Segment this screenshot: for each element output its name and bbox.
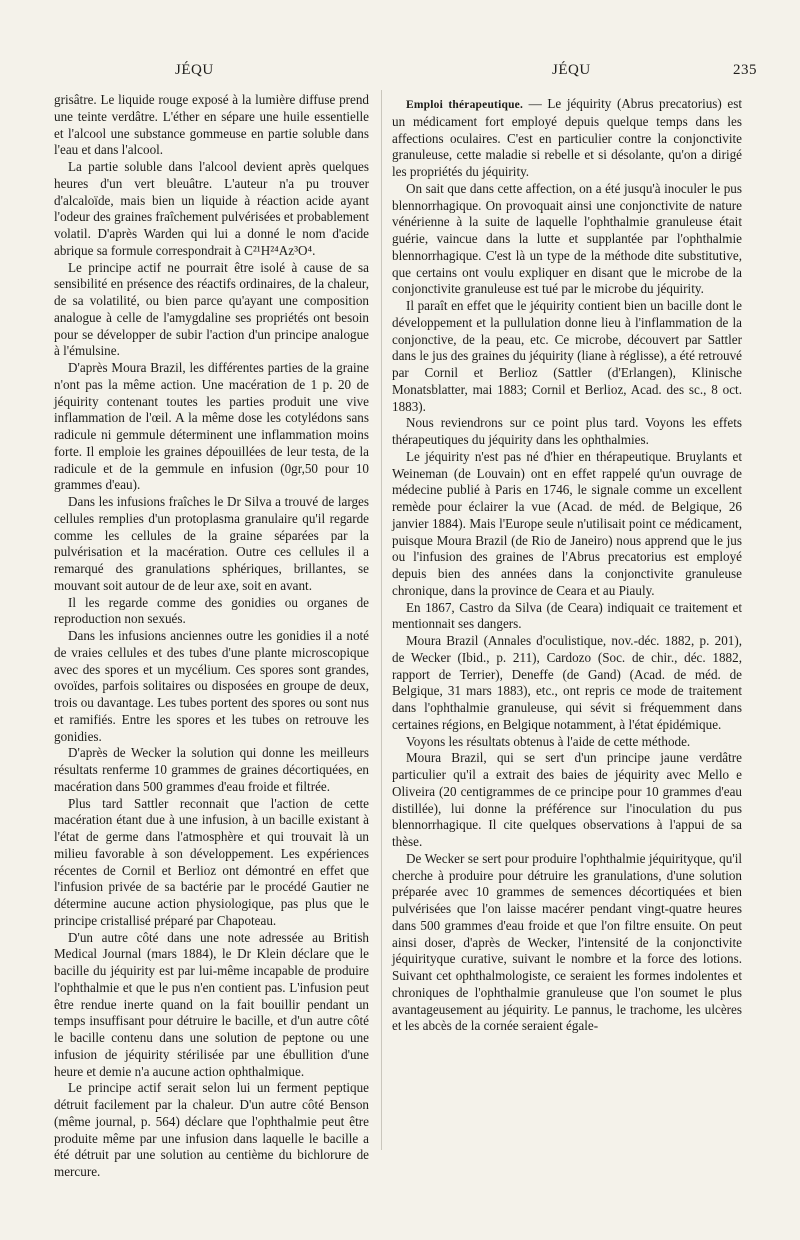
section-lead-paragraph bbox=[392, 96, 742, 181]
paragraph: On sait que dans cette affection, on a été jusqu'à inoculer le pus blennorrhagique. On provoquait ainsi une conjonctivite de nature vénérienne à la suite de laquelle l'ophthalmie granuleuse était guérie, vaincue dans la lutte et supplantée par l'ophthalmie blennorrhagique. C'est là un type de la méthode dite substitutive, que certains ont voulu expliquer en disant que le microbe de la conjonctivite granuleuse est tué par le microbe du jéquirity. bbox=[392, 180, 742, 297]
left-column bbox=[54, 92, 369, 1181]
paragraph: Le jéquirity n'est pas né d'hier en thérapeutique. Bruylants et Weineman (de Louvain) ont en effet rappelé qu'un ouvrage de médecine publié à Paris en 1746, le signale comme un excellent remède pour éclairer la vue (Acad. de méd. de Belgique, 26 janvier 1884). Mais l'Europe seule n'utilisait point ce médicament, puisque Moura Brazil (de Rio de Janeiro) nous apprend que le jus ou l'infusion des graines de l'Abrus precatorius est employé depuis bien des années dans la conjonctivite granuleuse chronique, dans la province de Ceara et au Piauly. bbox=[392, 448, 742, 598]
paragraph: Moura Brazil, qui se sert d'un principe jaune verdâtre particulier qu'il a extrait des baies de jéquirity avec Mello e Oliveira (20 centigrammes de ce principe pour 10 grammes d'eau distillée), lui donne la préférence sur l'inoculation du pus blennorrhagique. Il cite quelques observations à l'appui de sa thèse. bbox=[392, 750, 742, 849]
paragraph: En 1867, Castro da Silva (de Ceara) indiquait ce traitement et mentionnait ses dangers. bbox=[392, 599, 742, 632]
paragraph: Voyons les résultats obtenus à l'aide de cette méthode. bbox=[406, 733, 691, 749]
section-lead-text: — Le jéquirity (Abrus precatorius) est un médicament fort employé depuis quelque temps dans les affections oculaires. C'est en particulier contre la conjonctivite granuleuse, cette maladie si rebelle et si désolante, qu'on a dirigé les propriétés du jéquirity. bbox=[392, 96, 742, 179]
running-head-right: JÉQU bbox=[552, 62, 591, 78]
paragraph: grisâtre. Le liquide rouge exposé à la lumière diffuse prend une teinte verdâtre. L'éther en sépare une huile essentielle et l'alcool une substance gommeuse en partie soluble dans l'eau et dans l'alcool. bbox=[54, 92, 369, 158]
column-divider bbox=[381, 90, 382, 1150]
paragraph: De Wecker se sert pour produire l'ophthalmie jéquirityque, qu'il cherche à produire pour détruire les granulations, d'une solution préparée avec 10 grammes de semences décortiquées et bien pulvérisées que l'on laisse macérer pendant vingt-quatre heures dans 500 grammes d'eau froide et que l'on filtre ensuite. On peut ainsi doser, d'après de Wecker, l'intensité de la conjonctivite jéquirityque curative, suivant le nombre et la force des lotions. Suivant cet ophthalmologiste, ce seraient les formes indolentes et chroniques de l'ophthalmie granuleuse que l'on soumet le plus avantageusement au jéquirity. Le pannus, le trachome, les ulcères et les abcès de la cornée seraient égale- bbox=[392, 850, 742, 1034]
paragraph: D'un autre côté dans une note adressée au British Medical Journal (mars 1884), le Dr Klein déclare que le bacille du jéquirity est par lui-même incapable de produire l'ophthalmie et que le pus n'en contient pas. L'infusion peut être rendue inerte quand on la fait bouillir pendant un temps insuffisant pour détruire le bacille, et d'un autre côté le bacille contenu dans une solution de peptone ou une infusion de jéquirity stérilisée par une ébullition d'une heure et demie n'a aucune action ophthalmique. bbox=[54, 929, 369, 1079]
paragraph: D'après de Wecker la solution qui donne les meilleurs résultats renferme 10 grammes de graines décortiquées, en macération dans 500 grammes d'eau froide et filtrée. bbox=[54, 745, 369, 794]
paragraph: La partie soluble dans l'alcool devient après quelques heures d'un vert bleuâtre. L'auteur n'a pu trouver d'alcaloïde, mais bien un liquide à réaction acide ayant l'odeur des graines fraîchement pulvérisées et probablement volatil. D'après Warden qui lui a donné le nom d'acide abrique sa formule correspondrait à C²¹H²⁴Az³O⁴. bbox=[54, 159, 369, 258]
paragraph: Plus tard Sattler reconnait que l'action de cette macération étant due à une infusion, à un bacille existant à l'état de germe dans l'atmosphère et qui trouvait là un milieu favorable à son développement. Les expériences récentes de Cornil et Berlioz ont démontré en effet que l'infusion privée de sa bactérie par le procédé Gautier ne détermine aucune action physiologique, pas plus que le principe cristallisé préparé par Chapoteau. bbox=[54, 795, 369, 928]
right-column bbox=[392, 96, 742, 1035]
paragraph: Dans les infusions anciennes outre les gonidies il a noté de vraies cellules et des tubes d'une plante microscopique avec des spores et un mycélium. Ces spores sont grandes, ovoïdes, parfois solitaires ou disposées en groupe de deux, trois ou davantage. Les tubes portent des spores ou sont nus et ramifiés. Entre les spores et les tubes on retrouve les gonidies. bbox=[54, 628, 369, 744]
paragraph: Le principe actif serait selon lui un ferment peptique détruit facilement par la chaleur. D'un autre côté Benson (même journal, p. 564) déclare que l'ophthalmie peut être produite même par une infusion dans laquelle le bacille a été détruit par une solution au centième du bichlorure de mercure. bbox=[54, 1080, 369, 1179]
paragraph: Le principe actif ne pourrait être isolé à cause de sa sensibilité en présence des réactifs ordinaires, de la chaleur, de sa volatilité, ou bien parce qu'ayant une composition analogue à celle de l'amygdaline ses propriétés ont besoin pour se développer de subir l'action d'un principe analogue à l'émulsine. bbox=[54, 259, 369, 359]
running-head-left: JÉQU bbox=[175, 62, 214, 78]
paragraph: Nous reviendrons sur ce point plus tard. Voyons les effets thérapeutiques du jéquirity dans les ophthalmies. bbox=[392, 415, 742, 447]
paragraph: Moura Brazil (Annales d'oculistique, nov.-déc. 1882, p. 201), de Wecker (Ibid., p. 211), Cardozo (Soc. de chir., déc. 1882, rapport de Terrier), Deneffe (de Gand) (Acad. de méd. de Belgique, 31 mars 1883), etc., ont repris ce mode de traitement dans l'ophthalmie granuleuse, qui sévit si fréquemment dans certaines régions, en Belgique notamment, à l'état épidémique. bbox=[392, 633, 742, 732]
paragraph: D'après Moura Brazil, les différentes parties de la graine n'ont pas la même action. Une macération de 1 p. 20 de jéquirity contenant toutes les parties produit une vive inflammation de l'œil. A la même dose les cotylédons sans radicule ni gemmule déterminent une inflammation moins forte. Il emploie les graines dépouillées de leur testa, de la radicule et de la gemmule en infusion (0gr,50 pour 10 grammes d'eau). bbox=[54, 360, 369, 493]
section-heading: Emploi thérapeutique. bbox=[406, 99, 524, 111]
page-number: 235 bbox=[733, 62, 757, 78]
paragraph: Dans les infusions fraîches le Dr Silva a trouvé de larges cellules remplies d'un protoplasma granulaire qu'il regarde comme les cellules de la graine séparées par la pulvérisation et la macération. Outre ces cellules il a remarqué des granulations sphériques, brillantes, se mouvant soit autour de de leur axe, soit en avant. bbox=[54, 494, 369, 593]
paragraph: Il paraît en effet que le jéquirity contient bien un bacille dont le développement et la pullulation donne lieu à l'inflammation de la conjonctive, de la peau, etc. Ce microbe, découvert par Sattler dans le jus des graines du jéquirity (liane à réglisse), a été retrouvé par Cornil et Berlioz (Sattler (d'Erlangen), Klinische Monatsblatter, mai 1883; Cornil et Berlioz, Acad. des sc., 8 oct. 1883). bbox=[392, 298, 742, 414]
paragraph: Il les regarde comme des gonidies ou organes de reproduction non sexués. bbox=[54, 594, 369, 627]
